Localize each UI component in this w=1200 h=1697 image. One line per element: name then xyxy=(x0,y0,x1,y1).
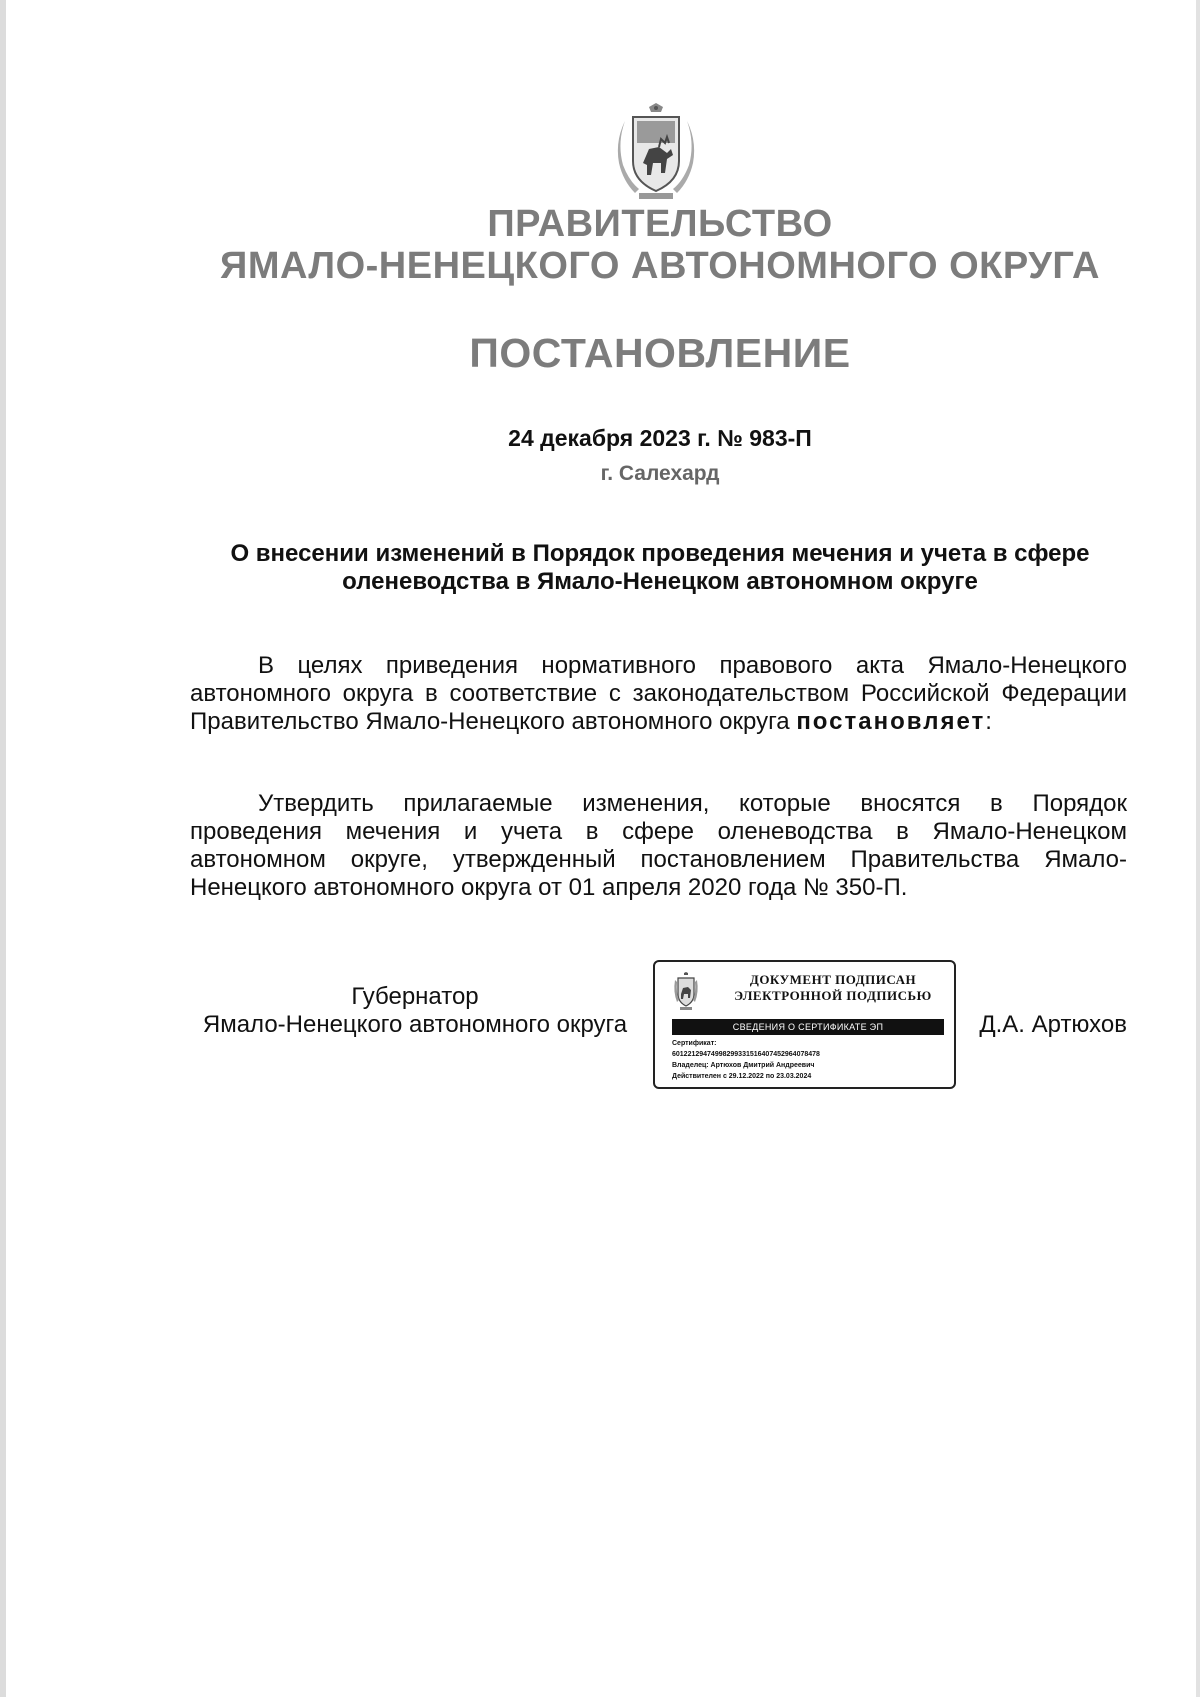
resolves-word: постановляет xyxy=(796,708,986,735)
resolution-paragraph xyxy=(190,790,1127,902)
stamp-certificate-label: Сертификат: xyxy=(672,1040,717,1047)
preamble-paragraph xyxy=(190,652,1127,736)
subject-line1: О внесении изменений в Порядок проведения мечения и учета в сфере xyxy=(230,540,1090,567)
coat-of-arms-emblem-icon xyxy=(615,103,697,203)
resolution-text: Утвердить прилагаемые изменения, которые вносятся в Порядок проведения мечения и учета в сфере оленеводства в Ямало-Ненецком автономном округе, утвержденный постановлением Правительства Ямало-Ненецкого автономного округа от 01 апреля 2020 года № 350-П. xyxy=(190,790,1127,901)
document-date-number: 24 декабря 2023 г. № 983-П xyxy=(508,425,812,451)
stamp-header-line1: ДОКУМЕНТ ПОДПИСАН xyxy=(749,972,917,987)
preamble-colon: : xyxy=(985,708,992,735)
government-title xyxy=(0,203,1200,287)
document-subject xyxy=(190,540,1130,596)
signatory-title-line2: Ямало-Ненецкого автономного округа xyxy=(202,1011,628,1038)
government-title-line2: ЯМАЛО-НЕНЕЦКОГО АВТОНОМНОГО ОКРУГА xyxy=(220,245,1100,287)
stamp-certificate-bar: СВЕДЕНИЯ О СЕРТИФИКАТЕ ЭП xyxy=(672,1019,944,1035)
signatory-name: Д.А. Артюхов xyxy=(979,1011,1127,1038)
stamp-certificate-number: 60122129474998299331516407452964078478 xyxy=(672,1051,820,1058)
signatory-title-line1: Губернатор xyxy=(351,983,479,1010)
stamp-owner: Владелец: Артюхов Дмитрий Андреевич xyxy=(672,1062,815,1069)
document-type-heading: ПОСТАНОВЛЕНИЕ xyxy=(469,330,851,376)
stamp-header-line2: ЭЛЕКТРОННОЙ ПОДПИСЬЮ xyxy=(734,988,932,1003)
preamble-text: В целях приведения нормативного правового акта Ямало-Ненецкого автономного округа в соответствие с законодательством Российской Федерации Правительство Ямало-Ненецкого автономного округа xyxy=(190,652,1127,735)
signatory-title xyxy=(190,983,640,1039)
stamp-emblem-icon xyxy=(673,972,699,1012)
government-title-line1: ПРАВИТЕЛЬСТВО xyxy=(487,203,833,245)
subject-line2: оленеводства в Ямало-Ненецком автономном округе xyxy=(342,568,978,595)
stamp-validity: Действителен с 29.12.2022 по 23.03.2024 xyxy=(672,1073,812,1080)
electronic-signature-stamp xyxy=(653,960,956,1089)
document-city: г. Салехард xyxy=(600,462,720,485)
stamp-header xyxy=(713,972,953,1004)
